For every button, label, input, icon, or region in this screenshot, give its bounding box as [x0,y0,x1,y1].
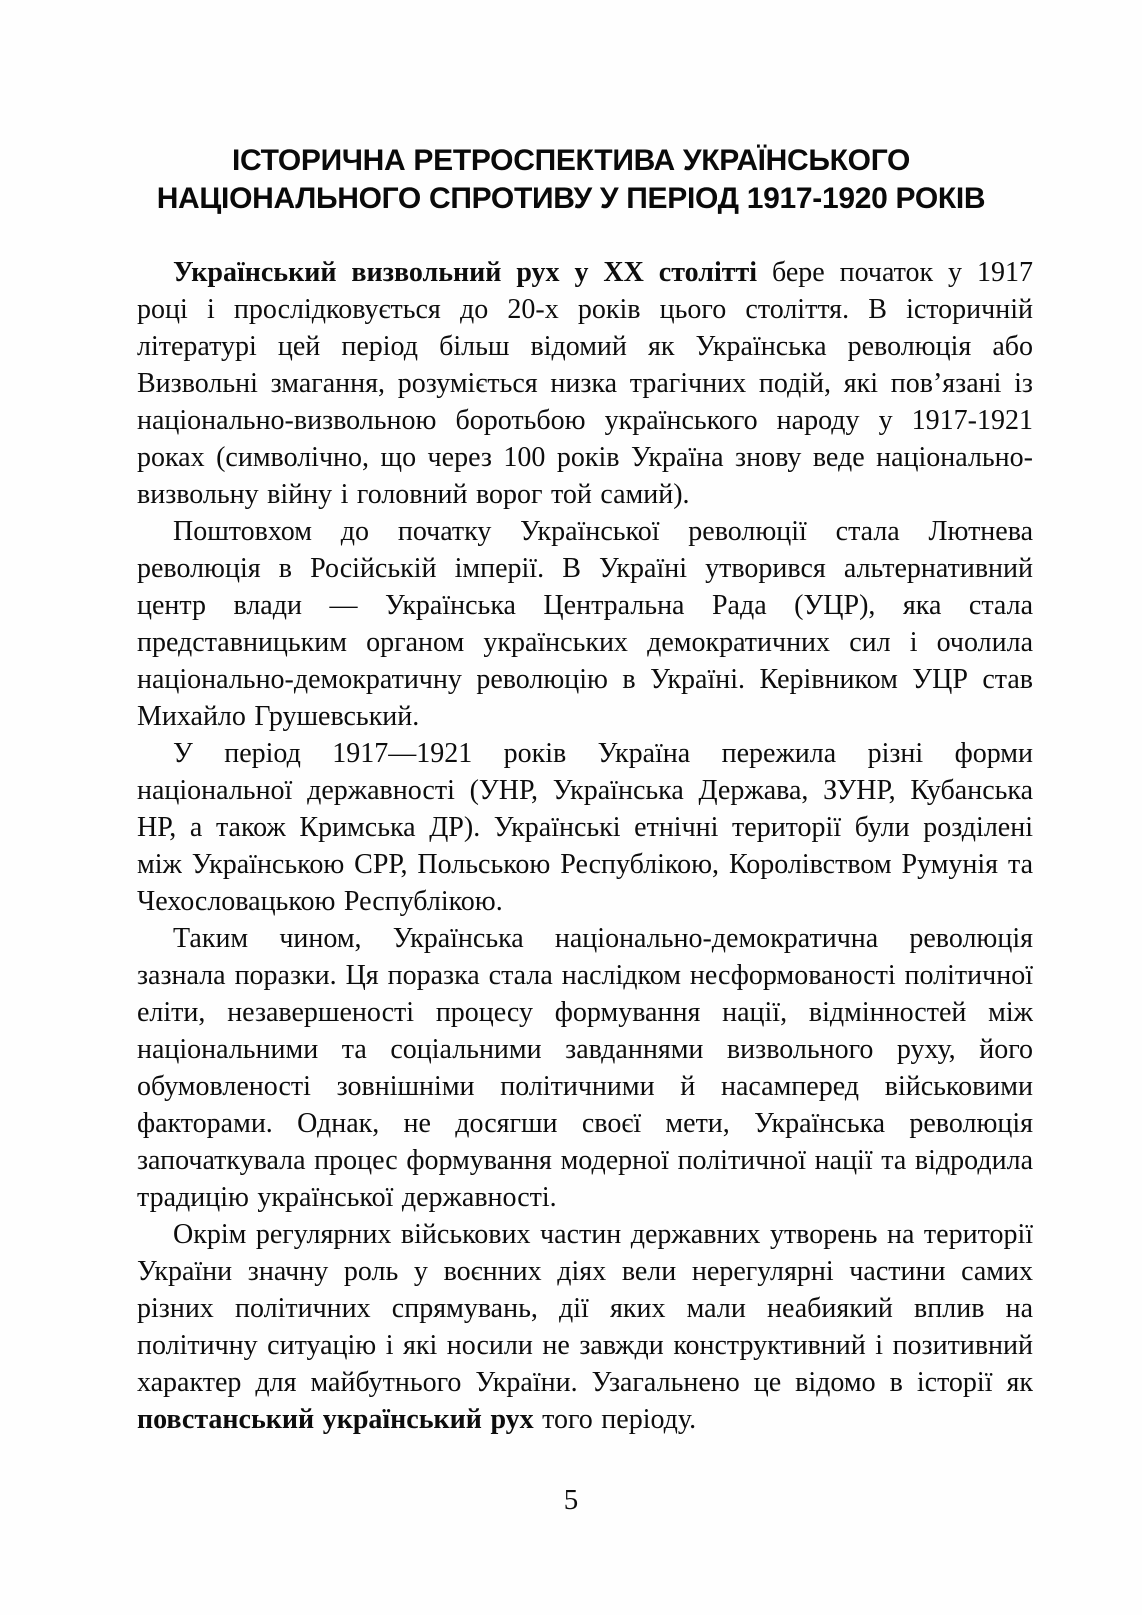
paragraph-1-text: бере початок у 1917 році і прослідковується до 20-х років цього століття. В історичній літературі цей період більш відомий як Українська революція або Визвольні змагання, розуміється низка трагічних подій, які пов’язані із національно-визвольною боротьбою українського народу у 1917-1921 роках (символічно, що через 100 років Україна знову веде національно-визвольну війну і головний ворог той самий). [137,257,1033,510]
page-number: 5 [563,1484,579,1516]
paragraph-1 [137,254,1033,513]
page-title [0,0,1142,218]
paragraph-1-bold-lead: Український визвольний рух у ХХ столітті [173,257,758,288]
paragraph-5 [137,1216,1033,1438]
paragraph-2 [137,513,1033,735]
paragraph-5-text-start: Окрім регулярних військових частин державних утворень на території України значну роль у воєнних діях вели нерегулярні частини самих різних політичних спрямувань, дії яких мали неабиякий вплив на політичну ситуацію і які носили не завжди конструктивний і позитивний характер для майбутнього України. Узагальнено це відомо в історії як [137,1219,1033,1398]
body-text [137,254,1033,1438]
paragraph-5-text-end: того періоду. [533,1404,697,1435]
page-title-line-2: НАЦІОНАЛЬНОГО СПРОТИВУ У ПЕРІОД 1917-1920 РОКІВ [156,182,986,215]
paragraph-2-text: Поштовхом до початку Української революції стала Лютнева революція в Російській імперії. В Україні утворився альтернативний центр влади — Українська Центральна Рада (УЦР), яка стала представницьким органом українських демократичних сил і очолила національно-демократичну революцію в Україні. Керівником УЦР став Михайло Грушевський. [137,516,1033,732]
page-title-line-1: ІСТОРИЧНА РЕТРОСПЕКТИВА УКРАЇНСЬКОГО [231,144,911,177]
paragraph-3 [137,735,1033,920]
paragraph-4 [137,920,1033,1216]
paragraph-4-text: Таким чином, Українська національно-демократична революція зазнала поразки. Ця поразка стала наслідком несформованості політичної еліти, незавершеності процесу формування нації, відмінностей між національними та соціальними завданнями визвольного руху, його обумовленості зовнішніми політичними й насамперед військовими факторами. Однак, не досягши своєї мети, Українська революція започаткувала процес формування модерної політичної нації та відродила традицію української державності. [137,923,1033,1213]
paragraph-3-text: У період 1917—1921 років Україна пережила різні форми національної державності (УНР, Українська Держава, ЗУНР, Кубанська НР, а також Кримська ДР). Українські етнічні території були розділені між Українською СРР, Польською Республікою, Королівством Румунія та Чехословацькою Республікою. [137,738,1033,917]
paragraph-5-bold-phrase: повстанський український рух [137,1404,534,1435]
